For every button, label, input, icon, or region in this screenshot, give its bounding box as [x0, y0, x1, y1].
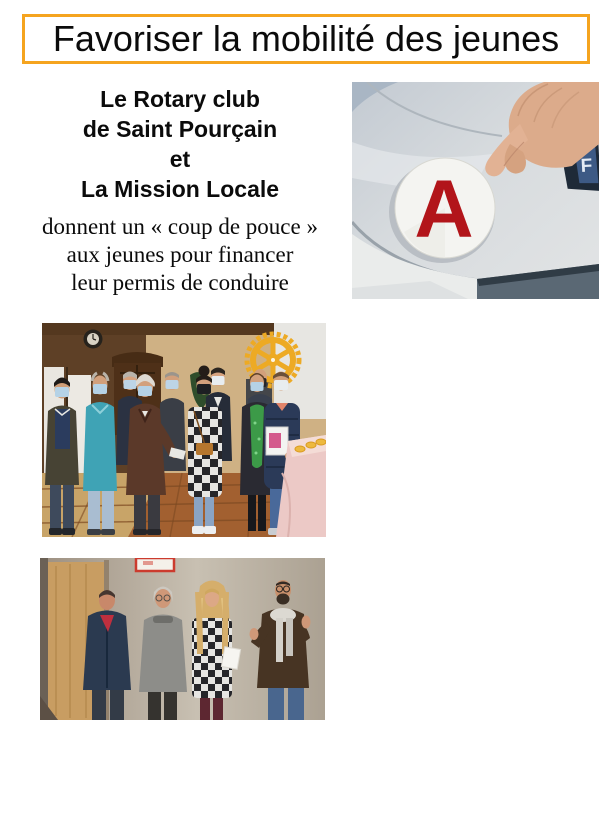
paragraph-line-2: aux jeunes pour financer: [66, 242, 294, 267]
plate-country-letter: F: [580, 155, 593, 177]
red-border-sign: [136, 558, 174, 571]
award-handover-photo-svg: [40, 558, 325, 720]
intro-paragraph: [20, 213, 340, 297]
rotary-group-photo: [42, 323, 326, 537]
rotary-group-photo-svg: [42, 323, 326, 537]
page-title: Favoriser la mobilité des jeunes: [52, 18, 560, 59]
heading-line-3: et: [169, 146, 191, 172]
paragraph-line-1: donnent un « coup de pouce »: [42, 214, 318, 239]
organizations-heading: [20, 84, 340, 204]
heading-line-2: de Saint Pourçain: [82, 116, 278, 142]
heading-line-4: La Mission Locale: [80, 176, 280, 202]
a-sticker-photo: [352, 82, 599, 299]
wall-clock: [84, 330, 103, 349]
title-box: [22, 14, 590, 64]
a-sticker-letter: A: [414, 164, 474, 255]
heading-line-1: Le Rotary club: [100, 86, 260, 112]
paragraph-line-3: leur permis de conduire: [71, 270, 289, 295]
award-handover-photo: [40, 558, 325, 720]
a-sticker-photo-svg: [352, 82, 599, 299]
